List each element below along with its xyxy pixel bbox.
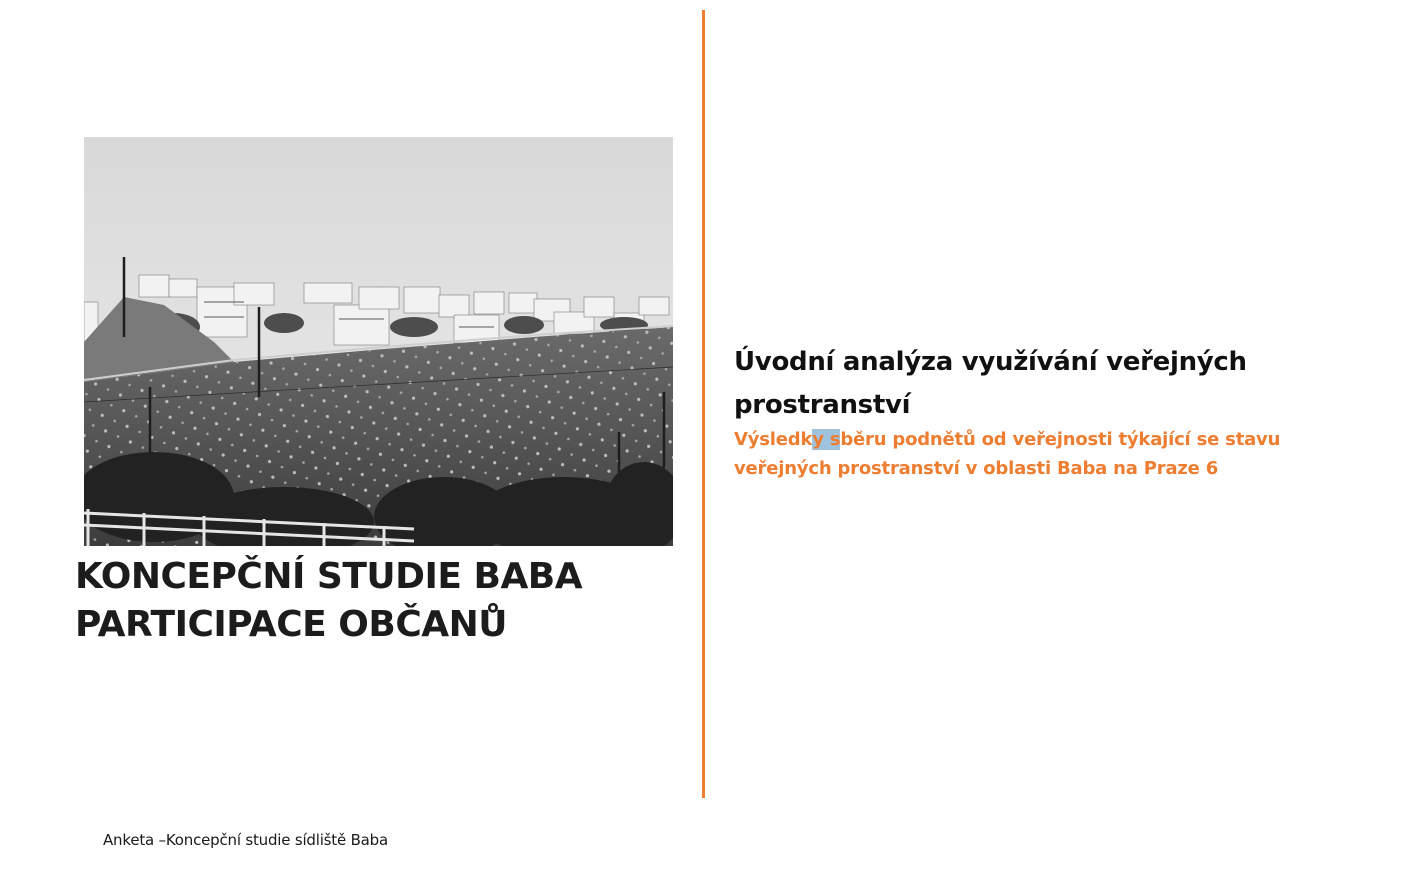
orange-lead-text (734, 425, 1354, 483)
main-title-line-1: KONCEPČNÍ STUDIE BABA (75, 556, 583, 597)
text-selection[interactable]: y s (812, 429, 841, 450)
orange-lead-before: Výsledk (734, 429, 813, 450)
subtitle-heading: Úvodní analýza využívání veřejných prostranství (734, 347, 1247, 420)
vertical-divider (702, 10, 705, 798)
orange-lead-line-2: veřejných prostranství v oblasti Baba na Praze 6 (734, 458, 1219, 479)
cover-photo (84, 137, 673, 546)
orange-lead-line-1 (734, 425, 1354, 454)
main-title (75, 553, 675, 649)
main-title-line-2: PARTICIPACE OBČANŮ (75, 604, 507, 645)
page-footer: Anketa –Koncepční studie sídliště Baba (103, 831, 388, 849)
orange-lead-after: běru podnětů od veřejnosti týkající se stavu (840, 429, 1281, 450)
